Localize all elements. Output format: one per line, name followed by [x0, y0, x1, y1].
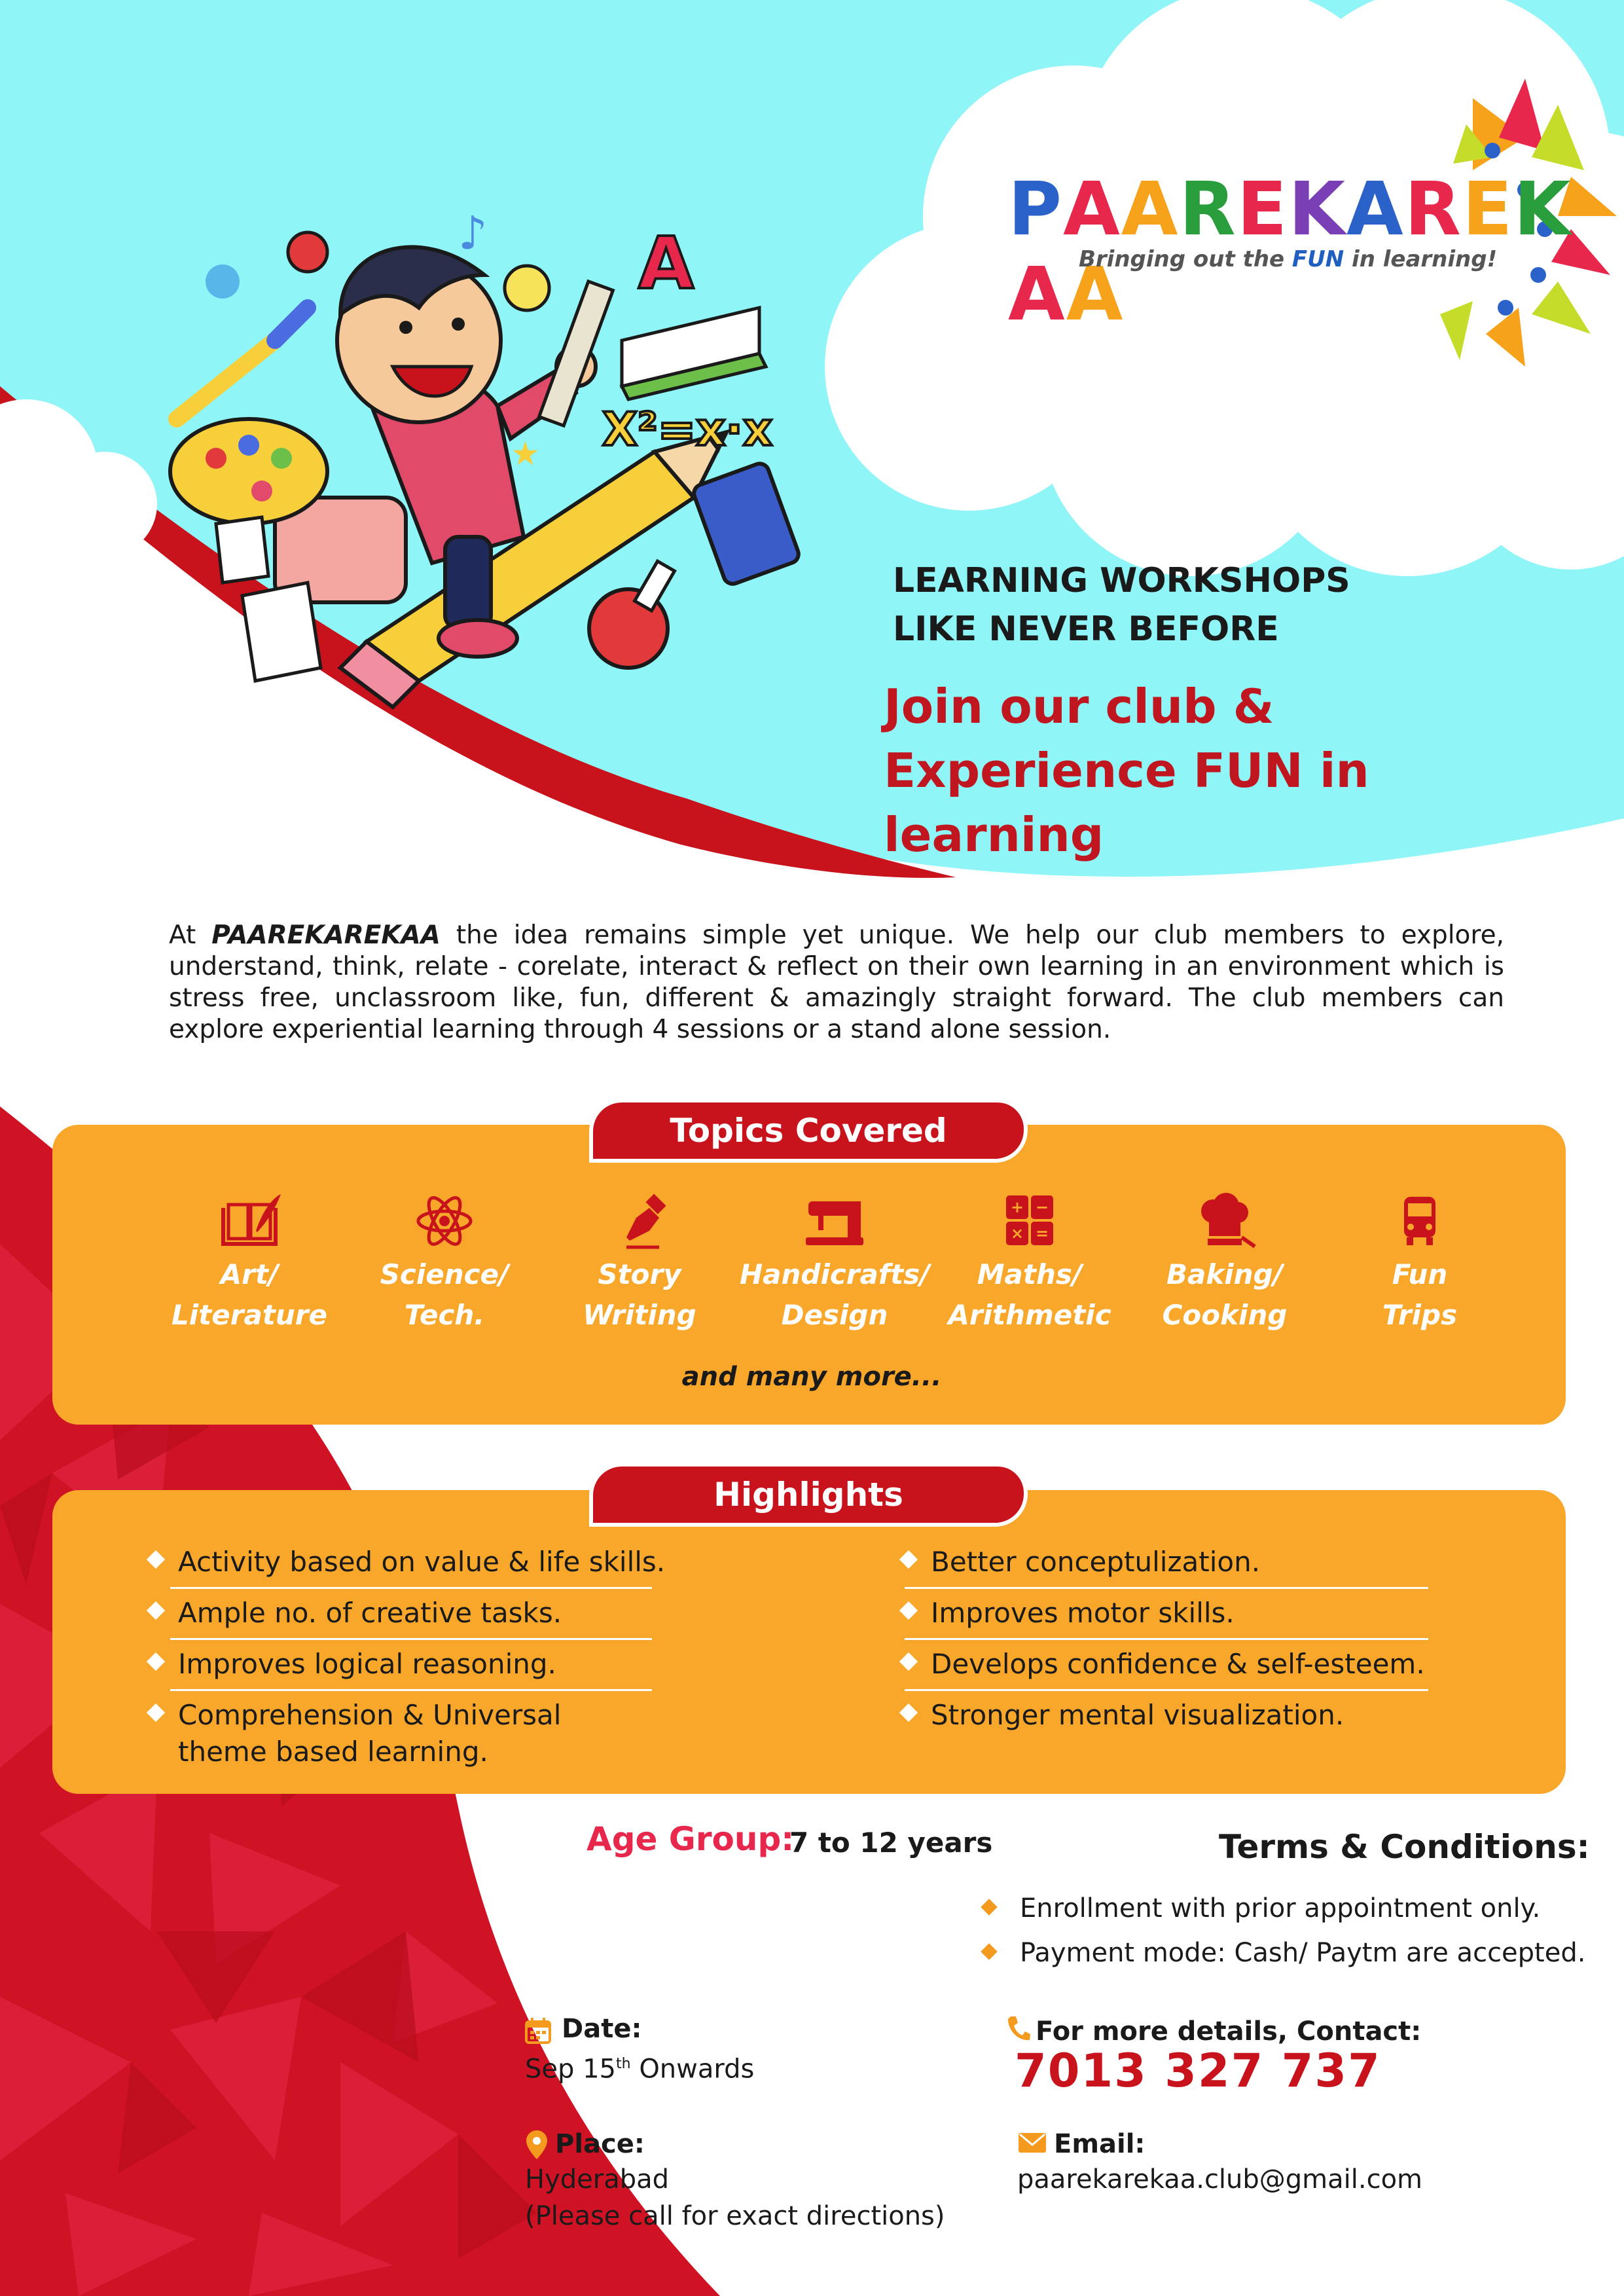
- intro-body: the idea remains simple yet unique. We help our club members to explore, understand, think, relate - corelate, interact & reflect on their own learning in an environment which is stress free, unclassroom like, fun, different & amazingly straight forward. The club members can explore experiential learning through 4 sessions or a stand alone session.: [169, 920, 1504, 1044]
- highlight-left-4: [178, 1697, 561, 1770]
- logo-letter: A: [1063, 167, 1121, 252]
- topic-baking-cooking: [1130, 1192, 1320, 1336]
- logo-letter: E: [1462, 167, 1514, 252]
- hero-cta-2: Experience FUN in learning: [884, 743, 1369, 862]
- intro-pre: At: [169, 920, 212, 950]
- tagline-end: in learning!: [1344, 246, 1498, 272]
- topic-label-line2: Tech.: [404, 1299, 485, 1331]
- topic-handicrafts-design: [740, 1192, 929, 1336]
- topic-label-line1: Handicrafts/: [740, 1258, 930, 1290]
- logo-letter: A: [1121, 167, 1180, 252]
- place-city: Hyderabad: [525, 2164, 669, 2195]
- logo-letter: A: [1346, 167, 1405, 252]
- divider: [170, 1587, 652, 1589]
- logo-letter: A: [1066, 252, 1125, 337]
- topic-maths-arithmetic: [935, 1192, 1125, 1336]
- location-pin-icon: [525, 2129, 549, 2160]
- highlight-left-1: [178, 1544, 665, 1580]
- bus-icon: [1387, 1192, 1453, 1250]
- highlight-text: Activity based on value & life skills.: [178, 1546, 666, 1578]
- topic-science-tech: [350, 1192, 539, 1336]
- date-value: [525, 2047, 754, 2086]
- date-tail: Onwards: [639, 2054, 755, 2085]
- topic-label-line2: Literature: [171, 1299, 327, 1331]
- contact-label: For more details, Contact:: [1036, 2016, 1422, 2047]
- hero-heading: [884, 674, 1604, 867]
- topic-label-line2: Cooking: [1162, 1299, 1288, 1331]
- topic-label-line2: Writing: [583, 1299, 696, 1331]
- hero-subheading: [893, 556, 1547, 653]
- pen-nib-icon: [607, 1192, 672, 1250]
- divider: [905, 1638, 1428, 1640]
- brand-tagline: [1079, 246, 1497, 272]
- date-label: Date:: [562, 2014, 642, 2044]
- age-group-value: 7 to 12 years: [789, 1827, 993, 1859]
- hero-cta-1: Join our club &: [884, 679, 1274, 734]
- highlight-text: Improves motor skills.: [931, 1597, 1235, 1629]
- hero-line-1: LEARNING WORKSHOPS: [893, 561, 1350, 600]
- email-label: Email:: [1054, 2129, 1146, 2159]
- highlight-text: Comprehension & Universal: [178, 1699, 562, 1731]
- topics-more: and many more...: [681, 1362, 942, 1392]
- calendar-icon: [524, 2016, 552, 2045]
- topic-label-line2: Design: [781, 1299, 888, 1331]
- atom-icon: [412, 1192, 477, 1250]
- svg-text:+: +: [1010, 1198, 1024, 1216]
- topic-label-line2: Trips: [1382, 1299, 1458, 1331]
- divider: [905, 1587, 1428, 1589]
- chef-hat-icon: [1192, 1192, 1257, 1250]
- highlight-right-4: [931, 1697, 1344, 1734]
- highlight-text: Better conceptulization.: [931, 1546, 1261, 1578]
- svg-text:=: =: [1035, 1224, 1049, 1243]
- svg-text:A: A: [638, 221, 695, 305]
- svg-text:×: ×: [1010, 1224, 1024, 1243]
- logo-letter: R: [1404, 167, 1462, 252]
- logo-letter: E: [1236, 167, 1289, 252]
- logo-letter: R: [1179, 167, 1237, 252]
- topic-story-writing: [545, 1192, 734, 1336]
- terms-text: Payment mode: Cash/ Paytm are accepted.: [1020, 1938, 1586, 1968]
- book-quill-icon: [217, 1192, 282, 1250]
- topics-title: Topics Covered: [593, 1102, 1024, 1159]
- date-suffix: th: [616, 2056, 631, 2072]
- terms-item-2: [1020, 1938, 1585, 1968]
- divider: [170, 1689, 652, 1691]
- highlight-left-3: [178, 1646, 556, 1683]
- highlight-right-2: [931, 1595, 1235, 1631]
- place-note: (Please call for exact directions): [525, 2201, 945, 2231]
- logo-letter: P: [1008, 167, 1064, 252]
- highlight-text: Ample no. of creative tasks.: [178, 1597, 562, 1629]
- topic-label-line2: Arithmetic: [948, 1299, 1111, 1331]
- intro-brand: PAAREKAREKAA: [211, 920, 441, 950]
- topic-label-line1: Story: [598, 1258, 681, 1290]
- divider: [905, 1689, 1428, 1691]
- intro-paragraph: [169, 920, 1504, 1046]
- tagline-fun: FUN: [1291, 246, 1344, 272]
- contact-email[interactable]: paarekarekaa.club@gmail.com: [1017, 2164, 1423, 2195]
- terms-title: Terms & Conditions:: [1219, 1828, 1590, 1866]
- calculator-icon: [997, 1192, 1062, 1250]
- topic-label-line1: Fun: [1392, 1258, 1448, 1290]
- topic-label-line1: Baking/: [1166, 1258, 1283, 1290]
- svg-text:−: −: [1035, 1198, 1049, 1216]
- topic-art-literature: [154, 1192, 344, 1336]
- date-gap: [631, 2054, 640, 2084]
- highlights-title: Highlights: [593, 1467, 1024, 1523]
- divider: [170, 1638, 652, 1640]
- highlight-text: Improves logical reasoning.: [178, 1648, 556, 1680]
- logo-letter: K: [1513, 167, 1572, 252]
- highlight-right-1: [931, 1544, 1260, 1580]
- topic-label-line1: Art/: [220, 1258, 279, 1290]
- age-group-label: Age Group:: [586, 1820, 795, 1858]
- highlight-left-2: [178, 1595, 562, 1631]
- email-icon: [1017, 2132, 1047, 2154]
- topic-label-line1: Science/: [380, 1258, 509, 1290]
- place-label: Place:: [555, 2129, 645, 2159]
- logo-letter: A: [1008, 252, 1066, 337]
- sewing-machine-icon: [802, 1192, 867, 1250]
- phone-icon: [1005, 2014, 1032, 2043]
- highlight-text-cont: theme based learning.: [178, 1736, 488, 1768]
- highlight-text: Develops confidence & self-esteem.: [931, 1648, 1425, 1680]
- contact-phone[interactable]: 7013 327 737: [1015, 2044, 1381, 2098]
- date-day: Sep 15: [525, 2054, 617, 2085]
- logo-letter: K: [1288, 167, 1347, 252]
- topic-fun-trips: [1325, 1192, 1515, 1336]
- svg-text:★: ★: [511, 435, 540, 473]
- highlight-right-3: [931, 1646, 1425, 1683]
- terms-text: Enrollment with prior appointment only.: [1020, 1893, 1541, 1923]
- highlight-text: Stronger mental visualization.: [931, 1699, 1344, 1731]
- topic-label-line1: Maths/: [977, 1258, 1083, 1290]
- tagline-start: Bringing out the: [1079, 246, 1292, 272]
- hero-line-2: LIKE NEVER BEFORE: [893, 610, 1279, 649]
- terms-item-1: [1020, 1893, 1540, 1923]
- svg-text:X²=x·x: X²=x·x: [602, 403, 773, 456]
- svg-text:♪: ♪: [458, 206, 488, 260]
